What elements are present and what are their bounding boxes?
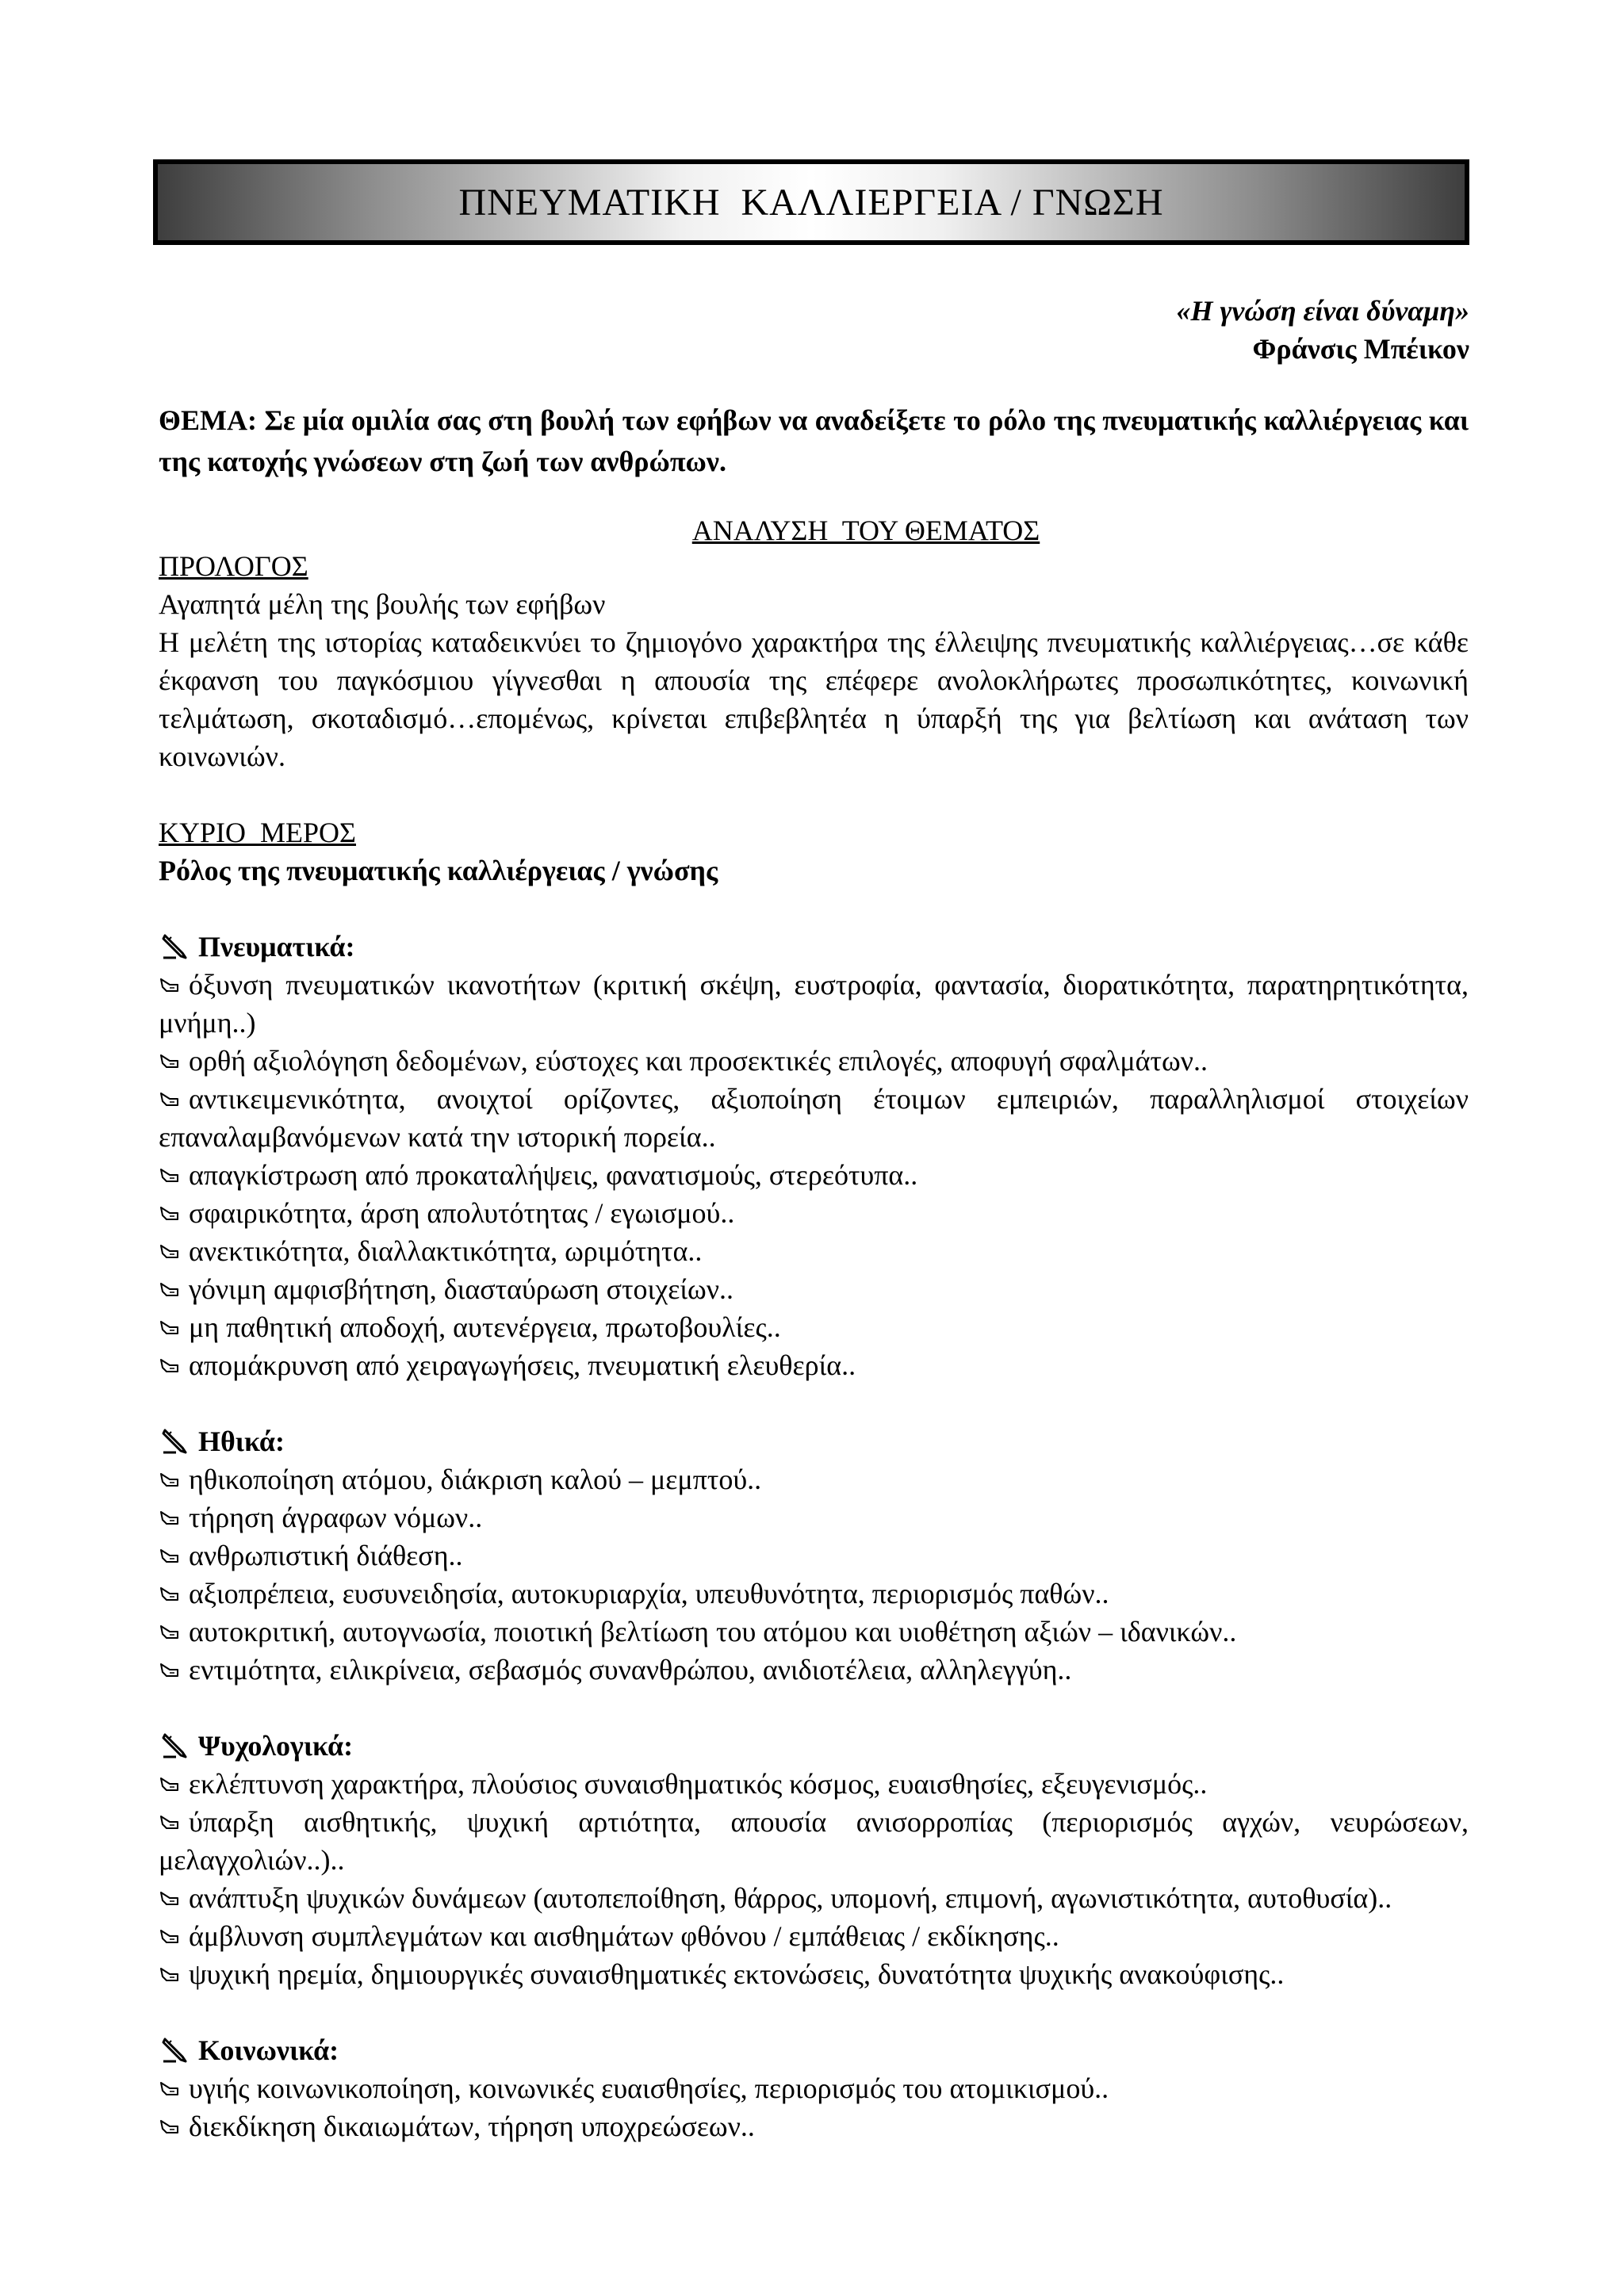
list-item-text: ανεκτικότητα, διαλλακτικότητα, ωριμότητα.. — [189, 1235, 703, 1267]
section-title: Κοινωνικά: — [198, 2034, 339, 2066]
pointing-hand-icon — [159, 1545, 181, 1567]
pointing-hand-icon — [159, 1469, 181, 1491]
pointing-hand-icon — [159, 1050, 181, 1073]
section-heading — [159, 2031, 1469, 2069]
list-item-text: ύπαρξη αισθητικής, ψυχική αρτιότητα, απουσία ανισορροπίας (περιορισμός αγχών, νευρώσεων, μελαγχολιών..).. — [159, 1806, 1469, 1876]
list-item — [159, 1346, 1469, 1384]
list-item-text: τήρηση άγραφων νόμων.. — [189, 1502, 483, 1533]
document-title: ΠΝΕΥΜΑΤΙΚΗ ΚΑΛΛΙΕΡΓΕΙΑ / ΓΝΩΣΗ — [458, 181, 1164, 224]
list-item — [159, 1270, 1469, 1308]
section-title: Ψυχολογικά: — [198, 1730, 354, 1762]
list-item-text: άμβλυνση συμπλεγμάτων και αισθημάτων φθόνου / εμπάθειας / εκδίκησης.. — [189, 1920, 1059, 1952]
list-item-text: αυτοκριτική, αυτογνωσία, ποιοτική βελτίωση του ατόμου και υιοθέτηση αξιών – ιδανικών.. — [189, 1616, 1237, 1647]
pointing-hand-icon — [159, 1926, 181, 1948]
list-item-text: σφαιρικότητα, άρση απολυτότητας / εγωισμού.. — [189, 1197, 735, 1229]
list-item-text: απομάκρυνση από χειραγωγήσεις, πνευματική ελευθερία.. — [189, 1349, 856, 1381]
epigraph — [1176, 292, 1469, 368]
pointing-hand-icon — [159, 1165, 181, 1187]
list-item-text: αντικειμενικότητα, ανοιχτοί ορίζοντες, αξιοποίηση έτοιμων εμπειριών, παραλληλισμοί στοιχείων επαναλαμβανόμενων κατά την ιστορική πορεία.. — [159, 1083, 1469, 1153]
list-item — [159, 1879, 1469, 1917]
pointing-hand-icon — [159, 1279, 181, 1301]
analysis-heading: ΑΝΑΛΥΣΗ ΤΟΥ ΘΕΜΑΤΟΣ — [691, 515, 1040, 546]
section-heading — [159, 1422, 1469, 1460]
list-item — [159, 2069, 1469, 2107]
list-item — [159, 1042, 1469, 1080]
pointing-hand-icon — [159, 1659, 181, 1682]
spacer — [159, 1384, 1469, 1422]
pointing-hand-icon — [159, 1812, 181, 1834]
list-item-text: όξυνση πνευματικών ικανοτήτων (κριτική σκέψη, ευστροφία, φαντασία, διορατικότητα, παρατηρητικότητα, μνήμη..) — [159, 969, 1469, 1039]
list-item — [159, 1803, 1469, 1879]
pointing-hand-icon — [159, 1964, 181, 1986]
pencil-icon — [159, 1425, 190, 1457]
list-item-text: μη παθητική αποδοχή, αυτενέργεια, πρωτοβουλίες.. — [189, 1311, 781, 1343]
list-item-text: απαγκίστρωση από προκαταλήψεις, φανατισμούς, στερεότυπα.. — [189, 1159, 918, 1191]
spacer — [159, 775, 1469, 813]
pointing-hand-icon — [159, 1888, 181, 1910]
spacer — [159, 1993, 1469, 2031]
prologue-heading: ΠΡΟΛΟΓΟΣ — [159, 550, 308, 582]
analysis-heading-row — [0, 514, 1624, 547]
list-item-text: ψυχική ηρεμία, δημιουργικές συναισθηματικές εκτονώσεις, δυνατότητα ψυχικής ανακούφισης.. — [189, 1958, 1285, 1990]
section-heading — [159, 1727, 1469, 1765]
list-item-text: εκλέπτυνση χαρακτήρα, πλούσιος συναισθηματικός κόσμος, ευαισθησίες, εξευγενισμός.. — [189, 1768, 1208, 1800]
epigraph-quote: «Η γνώση είναι δύναμη» — [1176, 295, 1469, 327]
list-item-text: ορθή αξιολόγηση δεδομένων, εύστοχες και προσεκτικές επιλογές, αποφυγή σφαλμάτων.. — [189, 1045, 1208, 1077]
list-item — [159, 1613, 1469, 1651]
list-item — [159, 966, 1469, 1042]
section-heading — [159, 928, 1469, 966]
list-item-text: ανθρωπιστική διάθεση.. — [189, 1540, 463, 1571]
pointing-hand-icon — [159, 2078, 181, 2100]
epigraph-author: Φράνσις Μπέικον — [1252, 333, 1469, 365]
list-item — [159, 1575, 1469, 1613]
pointing-hand-icon — [159, 1355, 181, 1377]
main-sections — [159, 890, 1469, 2145]
pointing-hand-icon — [159, 1507, 181, 1529]
section-title: Ηθικά: — [198, 1425, 285, 1457]
pointing-hand-icon — [159, 1203, 181, 1225]
list-item-text: εντιμότητα, ειλικρίνεια, σεβασμός συνανθρώπου, ανιδιοτέλεια, αλληλεγγύη.. — [189, 1654, 1072, 1686]
list-item — [159, 1460, 1469, 1498]
document-body — [159, 547, 1469, 2145]
pointing-hand-icon — [159, 1317, 181, 1339]
list-item-text: ηθικοποίηση ατόμου, διάκριση καλού – μεμπτού.. — [189, 1464, 762, 1495]
list-item — [159, 1765, 1469, 1803]
list-item-text: ανάπτυξη ψυχικών δυνάμεων (αυτοπεποίθηση, θάρρος, υπομονή, επιμονή, αγωνιστικότητα, αυτοθυσία).. — [189, 1882, 1392, 1914]
pencil-icon — [159, 2034, 190, 2066]
list-item-text: γόνιμη αμφισβήτηση, διασταύρωση στοιχείων.. — [189, 1273, 733, 1305]
list-item — [159, 1194, 1469, 1232]
prologue-greeting: Αγαπητά μέλη της βουλής των εφήβων — [159, 588, 606, 620]
pointing-hand-icon — [159, 974, 181, 997]
main-subheading: Ρόλος της πνευματικής καλλιέργειας / γνώσης — [159, 855, 718, 886]
spacer — [159, 1689, 1469, 1727]
list-item-text: αξιοπρέπεια, ευσυνειδησία, αυτοκυριαρχία, υπευθυνότητα, περιορισμός παθών.. — [189, 1578, 1109, 1609]
list-item — [159, 1232, 1469, 1270]
pointing-hand-icon — [159, 1621, 181, 1644]
list-item — [159, 1498, 1469, 1536]
pointing-hand-icon — [159, 1774, 181, 1796]
spacer — [159, 890, 1469, 928]
title-banner — [153, 159, 1469, 245]
list-item-text: διεκδίκηση δικαιωμάτων, τήρηση υποχρεώσεων.. — [189, 2110, 755, 2142]
pointing-hand-icon — [159, 1089, 181, 1111]
list-item — [159, 1651, 1469, 1689]
pencil-icon — [159, 931, 190, 962]
list-item — [159, 1955, 1469, 1993]
pointing-hand-icon — [159, 2116, 181, 2138]
section-title: Πνευματικά: — [198, 931, 355, 962]
prologue-text: Η μελέτη της ιστορίας καταδεικνύει το ζημιογόνο χαρακτήρα της έλλειψης πνευματικής καλλιέργειας…σε κάθε έκφανση του παγκόσμιου γίγνεσθαι η απουσία της επέφερε ανολοκλήρωτες προσωπικότητες, κοινωνική τελμάτωση, σκοταδισμό…επομένως, κρίνεται επιβεβλητέα η ύπαρξή της για βελτίωση και ανάταση των κοινωνιών. — [159, 626, 1469, 772]
pointing-hand-icon — [159, 1583, 181, 1605]
list-item — [159, 2107, 1469, 2145]
list-item-text: υγιής κοινωνικοποίηση, κοινωνικές ευαισθησίες, περιορισμός του ατομικισμού.. — [189, 2072, 1109, 2104]
list-item — [159, 1080, 1469, 1156]
pointing-hand-icon — [159, 1241, 181, 1263]
list-item — [159, 1536, 1469, 1575]
list-item — [159, 1917, 1469, 1955]
main-heading: ΚΥΡΙΟ ΜΕΡΟΣ — [159, 817, 356, 848]
essay-topic: ΘΕΜΑ: Σε μία ομιλία σας στη βουλή των εφήβων να αναδείξετε το ρόλο της πνευματικής καλλιέργειας και της κατοχής γνώσεων στη ζωή των ανθρώπων. — [159, 404, 1469, 477]
list-item — [159, 1308, 1469, 1346]
pencil-icon — [159, 1730, 190, 1762]
list-item — [159, 1156, 1469, 1194]
